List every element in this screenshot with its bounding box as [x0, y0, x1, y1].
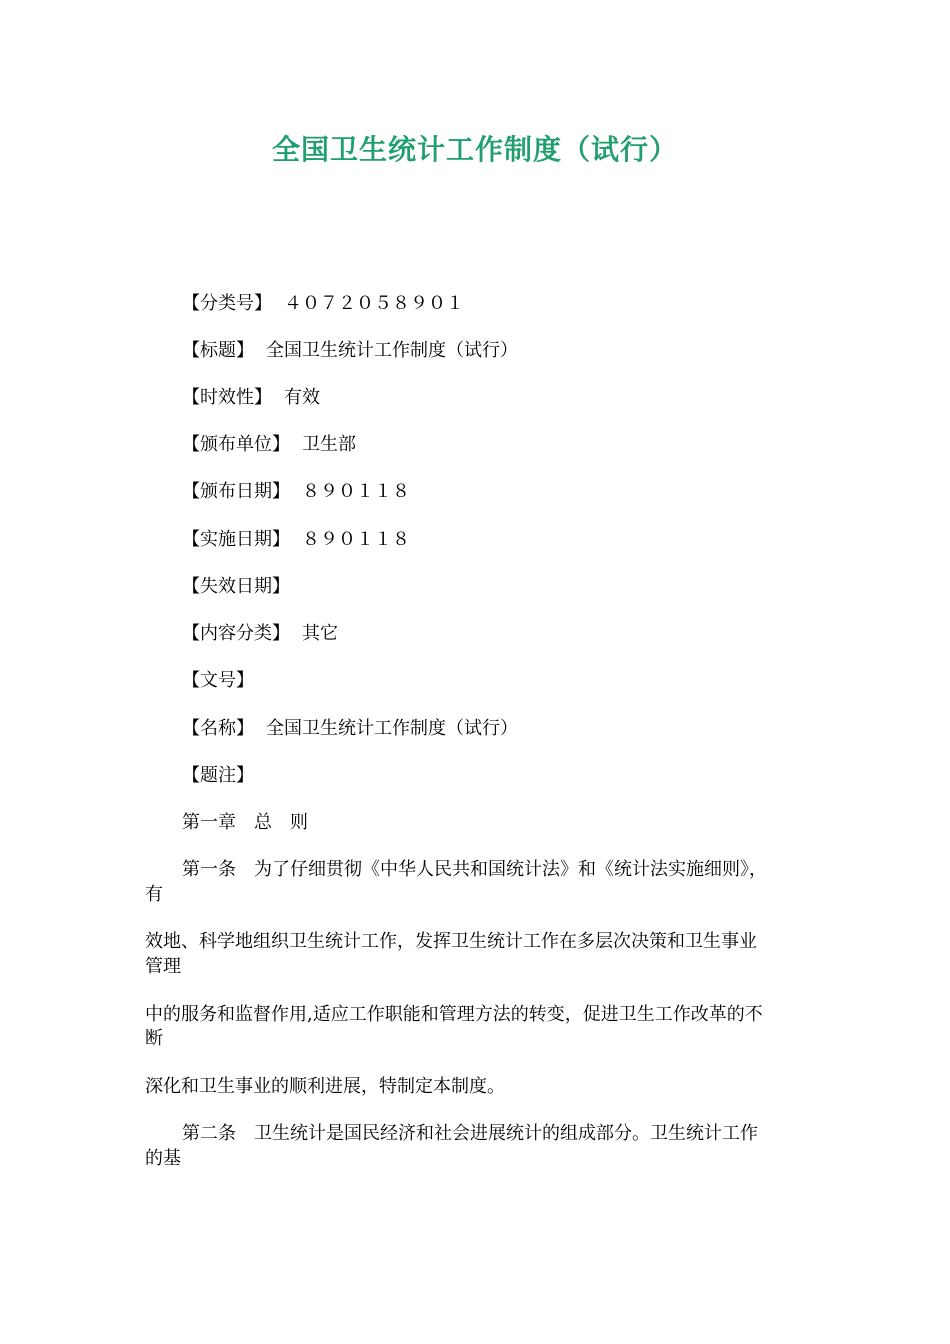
body-line: 管理	[145, 956, 181, 977]
meta-key: 【颁布单位】	[182, 434, 290, 455]
meta-heading	[182, 339, 518, 363]
meta-key: 【分类号】	[182, 293, 272, 314]
body-line: 第二条 卫生统计是国民经济和社会进展统计的组成部分。卫生统计工作	[182, 1123, 758, 1144]
body-line: 断	[145, 1028, 163, 1049]
meta-value: ８９０１１８	[302, 481, 410, 502]
meta-value: 有效	[284, 387, 320, 408]
body-line: 第一条 为了仔细贯彻《中华人民共和国统计法》和《统计法实施细则》，	[182, 859, 767, 880]
meta-value: ８９０１１８	[302, 529, 410, 550]
meta-key: 【时效性】	[182, 387, 272, 408]
meta-key: 【颁布日期】	[182, 481, 290, 502]
meta-key: 【标题】	[182, 340, 254, 361]
body-line: 效地、科学地组织卫生统计工作，发挥卫生统计工作在多层次决策和卫生事业	[145, 931, 757, 952]
meta-key: 【文号】	[182, 670, 254, 691]
meta-value: 全国卫生统计工作制度（试行）	[266, 718, 518, 739]
meta-value: 卫生部	[302, 434, 356, 455]
meta-classification	[182, 292, 464, 316]
meta-note	[182, 764, 266, 788]
meta-expiry-date	[182, 575, 302, 599]
meta-value: 全国卫生统计工作制度（试行）	[266, 340, 518, 361]
meta-key: 【题注】	[182, 765, 254, 786]
chapter-heading: 第一章 总 则	[182, 812, 308, 833]
meta-value: 其它	[302, 623, 338, 644]
body-line: 的基	[145, 1148, 181, 1169]
meta-key: 【失效日期】	[182, 576, 290, 597]
meta-issuer	[182, 433, 356, 457]
meta-issue-date	[182, 480, 410, 504]
meta-content-category	[182, 622, 338, 646]
body-line: 中的服务和监督作用,适应工作职能和管理方法的转变，促进卫生工作改革的不	[145, 1004, 763, 1025]
meta-document-number	[182, 669, 266, 693]
meta-validity	[182, 386, 320, 410]
meta-key: 【内容分类】	[182, 623, 290, 644]
body-line: 有	[145, 884, 163, 905]
body-line: 深化和卫生事业的顺利进展，特制定本制度。	[145, 1076, 505, 1097]
meta-value: ４０７２０５８９０１	[284, 293, 464, 314]
meta-key: 【名称】	[182, 718, 254, 739]
meta-effective-date	[182, 528, 410, 552]
meta-key: 【实施日期】	[182, 529, 290, 550]
meta-name	[182, 717, 518, 741]
document-title: 全国卫生统计工作制度（试行）	[271, 133, 678, 166]
